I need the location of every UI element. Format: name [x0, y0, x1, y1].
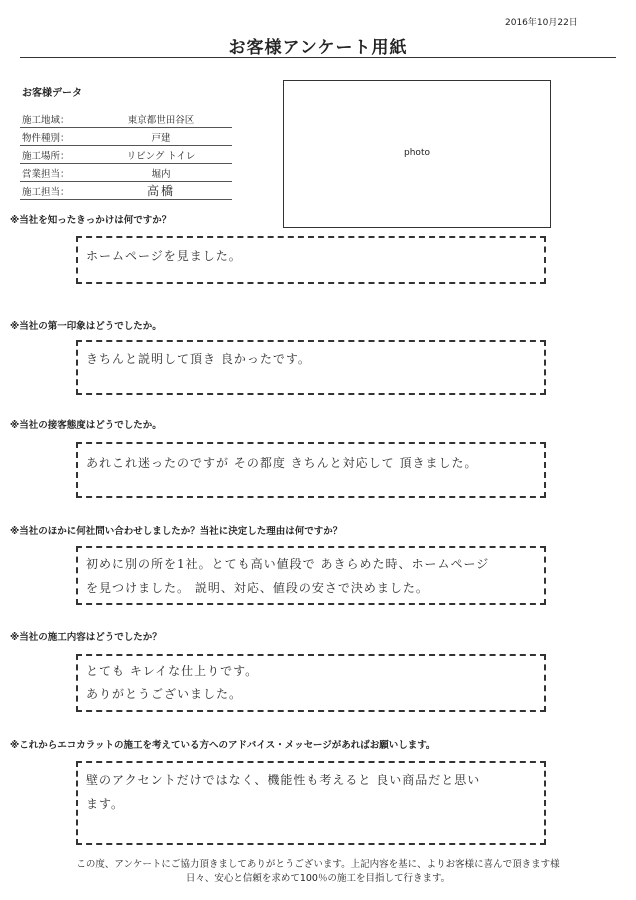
info-row-area [20, 110, 232, 128]
info-label: 施工担当： [22, 187, 70, 198]
info-row-property-type [20, 128, 232, 146]
title-underline [20, 57, 616, 58]
customer-data-heading: お客様データ [22, 88, 82, 99]
answer-text: とても キレイな仕上りです。 [86, 664, 259, 678]
question-6: ※これからエコカラットの施工を考えている方へのアドバイス・メッセージがあればお願いします。 [10, 740, 436, 751]
footer-line-2: 日々、安心と信頼を求めて100％の施工を目指して行きます。 [185, 873, 451, 884]
answer-box-2 [76, 340, 546, 395]
footer-line-1: この度、アンケートにご協力頂きましてありがとうございます。上記内容を基に、よりお客様に喜んで頂きます様 [76, 859, 560, 870]
question-2: ※当社の第一印象はどうでしたか。 [10, 321, 162, 332]
answer-box-5 [76, 654, 546, 712]
answer-text: ます。 [86, 797, 125, 811]
photo-label: photo [404, 148, 430, 158]
info-value: 堀内 [151, 169, 171, 180]
survey-date: 2016年10月22日 [505, 18, 578, 28]
info-value: リビング トイレ [126, 151, 196, 162]
info-label: 施工場所： [22, 151, 70, 162]
answer-text: あれこれ迷ったのですが その都度 きちんと対応して 頂きました。 [86, 456, 478, 470]
answer-text: を見つけました。 説明、対応、値段の安さで決めました。 [86, 581, 429, 595]
info-row-installer [20, 182, 232, 200]
info-label: 営業担当： [22, 169, 70, 180]
answer-text: 壁のアクセントだけではなく、機能性も考えると 良い商品だと思い [86, 773, 481, 787]
info-label: 施工地域： [22, 115, 70, 126]
question-4: ※当社のほかに何社問い合わせしましたか？当社に決定した理由は何ですか？ [10, 526, 343, 537]
info-row-location [20, 146, 232, 164]
question-5: ※当社の施工内容はどうでしたか？ [10, 632, 162, 643]
question-1: ※当社を知ったきっかけは何ですか？ [10, 215, 172, 226]
info-label: 物件種別： [22, 133, 70, 144]
answer-text: ホームページを見ました。 [86, 249, 242, 263]
info-value-handwritten: 高橋 [146, 184, 175, 198]
question-3: ※当社の接客態度はどうでしたか。 [10, 420, 162, 431]
answer-box-6 [76, 761, 546, 845]
info-value: 戸建 [151, 133, 171, 144]
answer-box-3 [76, 442, 546, 498]
answer-text: きちんと説明して頂き 良かったです。 [86, 352, 311, 366]
page-title: お客様アンケート用紙 [228, 38, 408, 58]
answer-text: 初めに別の所を1社。とても高い値段で あきらめた時、ホームページ [86, 557, 490, 571]
answer-box-1 [76, 236, 546, 284]
info-value: 東京都世田谷区 [127, 115, 195, 126]
photo-box [283, 80, 551, 228]
info-row-sales-rep [20, 164, 232, 182]
answer-box-4 [76, 546, 546, 605]
answer-text: ありがとうございました。 [86, 687, 243, 701]
